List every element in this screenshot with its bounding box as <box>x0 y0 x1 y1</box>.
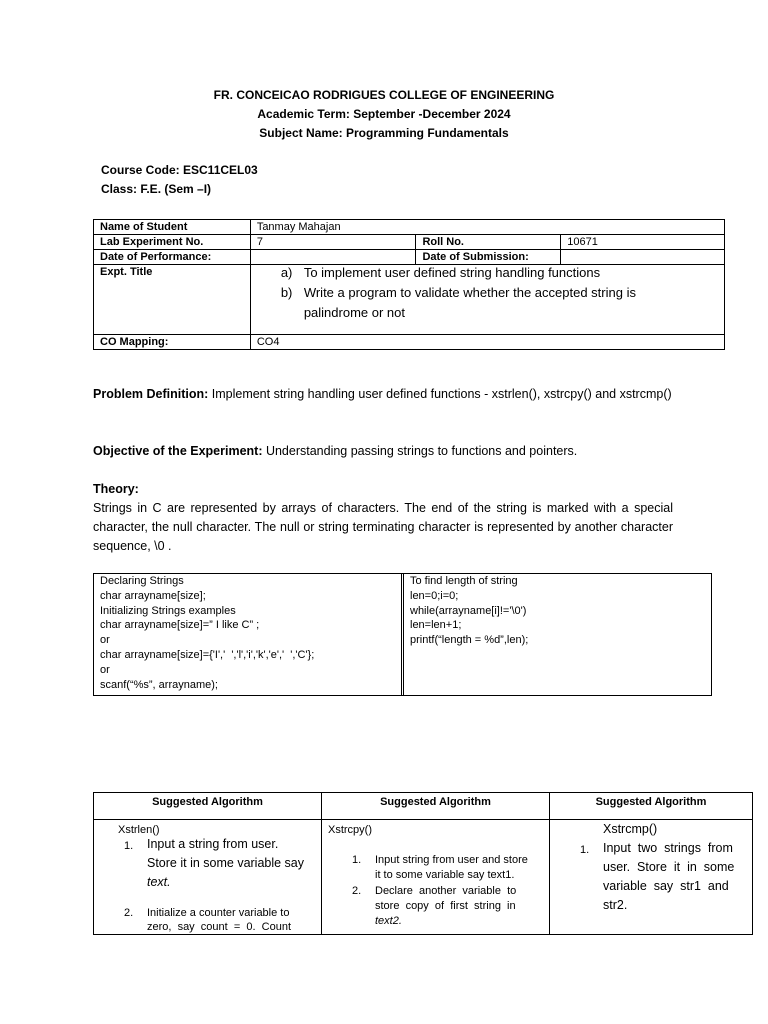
title-a: To implement user defined string handling functions <box>303 265 601 280</box>
academic-term: Academic Term: September -December 2024 <box>257 107 511 121</box>
title-b-line1: Write a program to validate whether the accepted string is <box>303 285 636 300</box>
code-right-cell <box>403 574 711 695</box>
step-text: Initialize a counter variable to <box>147 907 290 919</box>
sub-label: Date of Submission: <box>416 250 561 265</box>
code-left-line: scanf(“%s”, arrayname); <box>100 678 218 691</box>
lab-label: Lab Experiment No. <box>94 235 251 250</box>
problem-definition <box>93 385 673 404</box>
algorithm-table <box>93 792 753 935</box>
code-right-line: while(arrayname[i]!='\0') <box>410 604 527 617</box>
code-left-cell <box>94 574 402 695</box>
step-text: Store it in some variable say <box>147 856 305 870</box>
name-label: Name of Student <box>94 220 251 235</box>
code-example-table <box>93 573 712 696</box>
title-label: Expt. Title <box>94 265 251 335</box>
step-text: text2. <box>375 915 402 927</box>
func-name: Xstrcpy() <box>328 824 372 836</box>
title-a-marker: a) <box>280 265 293 280</box>
step-text: store copy of first string in <box>375 900 516 912</box>
roll-label: Roll No. <box>416 235 561 250</box>
perf-label: Date of Performance: <box>94 250 251 265</box>
code-left-line: char arrayname[size]=” I like C” ; <box>100 619 260 632</box>
code-right-line: printf(“length = %d”,len); <box>410 634 529 647</box>
step-number: 1. <box>352 854 362 866</box>
code-left-line: Declaring Strings <box>100 575 184 587</box>
objective-label: Objective of the Experiment: <box>93 444 263 458</box>
step-text: user. Store it in some <box>603 860 735 874</box>
code-right-line: To find length of string <box>410 575 518 587</box>
class-label: Class: F.E. (Sem –I) <box>101 182 212 196</box>
step-text: zero, say count = 0. Count <box>147 921 291 933</box>
code-left-line: or <box>100 634 110 647</box>
step-text: Declare another variable to <box>375 885 517 897</box>
algorithm-heading: Suggested Algorithm <box>322 793 549 820</box>
theory-text: Strings in C are represented by arrays of characters. The end of the string is marked with a special character, the null character. The null or string terminating character is represented by another character sequence, \0 . <box>93 501 673 553</box>
objective-text: Understanding passing strings to functions and pointers. <box>262 444 578 458</box>
algorithm-col-xstrcmp <box>550 793 752 934</box>
title-b-line2: palindrome or not <box>303 305 405 320</box>
code-left-line: Initializing Strings examples <box>100 604 236 617</box>
step-text: variable say str1 and <box>603 879 729 893</box>
algorithm-heading: Suggested Algorithm <box>550 793 752 820</box>
func-name: Xstrcmp() <box>603 822 658 836</box>
func-name: Xstrlen() <box>118 824 160 836</box>
code-right-line: len=len+1; <box>410 619 462 632</box>
roll-value: 10671 <box>561 235 725 250</box>
algorithm-col-xstrlen <box>94 793 321 934</box>
co-value: CO4 <box>250 335 724 350</box>
step-text: Input a string from user. <box>147 837 279 851</box>
problem-text: Implement string handling user defined functions - xstrlen(), xstrcpy() and xstrcmp() <box>208 387 672 401</box>
step-number: 1. <box>580 844 590 856</box>
college-name: FR. CONCEICAO RODRIGUES COLLEGE OF ENGINEERING <box>213 88 555 102</box>
title-cell <box>250 265 724 335</box>
problem-label: Problem Definition: <box>93 387 209 401</box>
code-left-line: char arrayname[size]; <box>100 589 206 602</box>
lab-value: 7 <box>250 235 416 250</box>
theory-heading <box>93 480 673 499</box>
student-info-table <box>93 219 725 350</box>
step-text: Input string from user and store <box>375 854 528 866</box>
step-number: 1. <box>124 840 134 852</box>
course-code: Course Code: ESC11CEL03 <box>101 163 258 177</box>
co-label: CO Mapping: <box>94 335 251 350</box>
name-value: Tanmay Mahajan <box>250 220 724 235</box>
code-right-line: len=0;i=0; <box>410 589 459 602</box>
code-left-line: char arrayname[size]={'I',' ','l','i','k','e',' ','C'}; <box>100 648 315 661</box>
theory-label: Theory: <box>93 482 139 496</box>
step-text: it to some variable say text1. <box>375 869 515 881</box>
step-text: str2. <box>603 898 628 912</box>
code-left-line: or <box>100 663 110 676</box>
subject-name: Subject Name: Programming Fundamentals <box>259 126 509 140</box>
step-number: 2. <box>124 907 134 919</box>
step-number: 2. <box>352 885 362 897</box>
title-b-marker: b) <box>280 285 293 300</box>
algorithm-col-xstrcpy <box>322 793 549 934</box>
objective <box>93 442 673 461</box>
step-text: text. <box>147 875 171 889</box>
step-text: Input two strings from <box>603 841 733 855</box>
algorithm-heading: Suggested Algorithm <box>94 793 321 820</box>
